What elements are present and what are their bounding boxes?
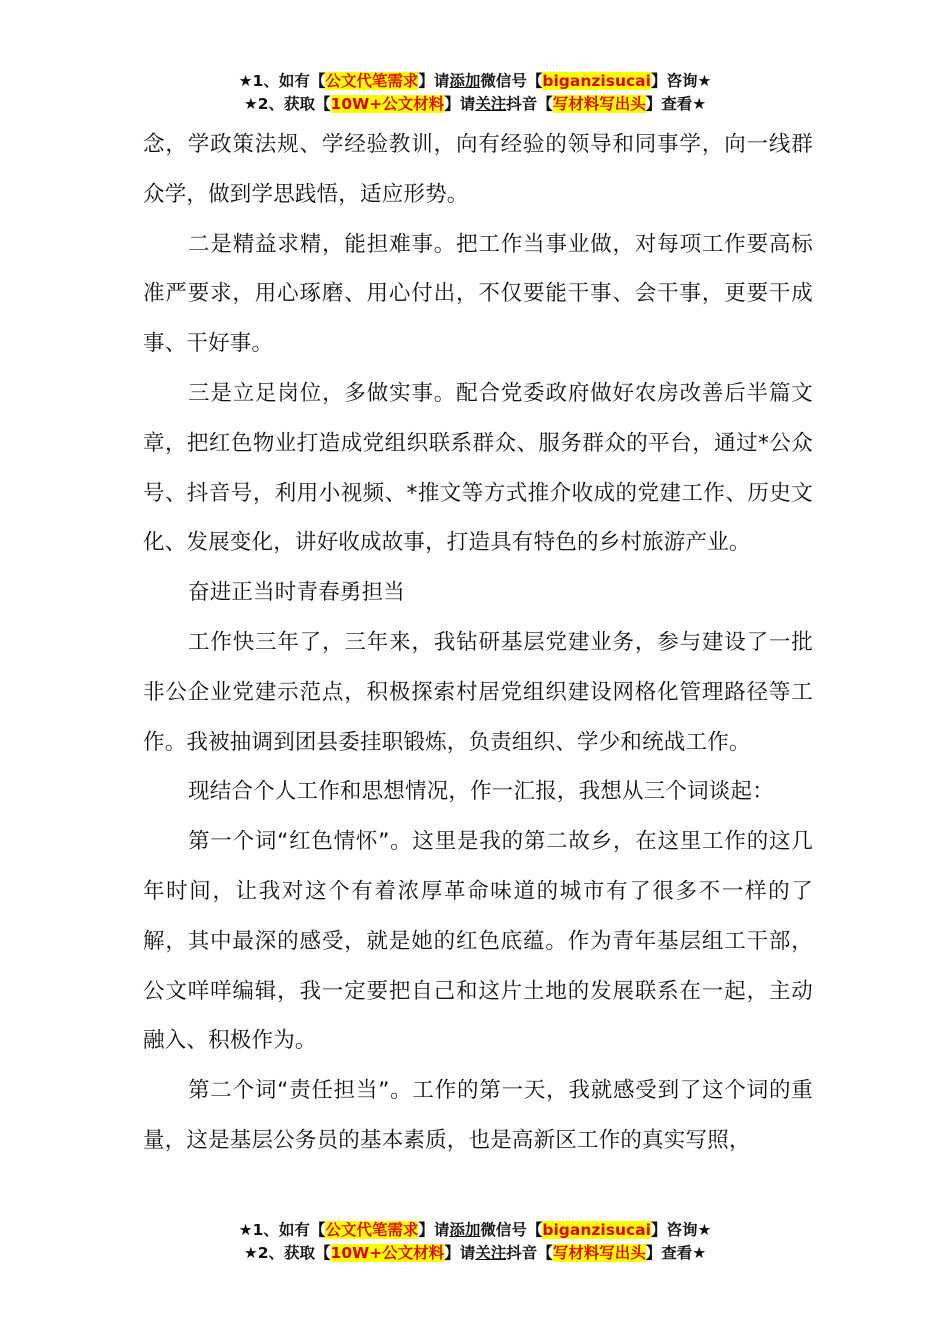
highlight-materials: 10W+公文材料 (330, 1244, 445, 1262)
banner-text: ★1、如有【 (238, 72, 326, 90)
banner-emphasis: 关注 (475, 95, 507, 113)
banner-text: ★2、获取【 (243, 1244, 331, 1262)
banner-text: 抖音【 (506, 95, 553, 113)
banner-text: 】咨询★ (650, 72, 712, 90)
banner-text: 】咨询★ (650, 1221, 712, 1239)
header-banner (0, 70, 950, 116)
banner-text: 】请 (444, 1244, 476, 1262)
banner-text: 微信号【 (480, 1221, 543, 1239)
banner-text: 微信号【 (480, 72, 543, 90)
highlight-wechat-id: biganzisucai (542, 1221, 651, 1239)
footer-banner (0, 1219, 950, 1265)
paragraph: 第二个词“责任担当”。工作的第一天，我就感受到了这个词的重量，这是基层公务员的基本素质，也是高新区工作的真实写照， (143, 1078, 813, 1153)
paragraph: 念，学政策法规、学经验教训，向有经验的领导和同事学，向一线群众学，做到学思践悟，适应形势。 (143, 132, 813, 207)
paragraph: 第一个词“红色情怀”。这里是我的第二故乡，在这里工作的这几年时间，让我对这个有着浓厚革命味道的城市有了很多不一样的了解，其中最深的感受，就是她的红色底蕴。作为青年基层组工干部，公文咩咩编辑，我一定要把自己和这片土地的发展联系在一起，主动融入、积极作为。 (143, 829, 813, 1054)
banner-text: 】请 (418, 72, 450, 90)
document-body (143, 120, 813, 1166)
banner-emphasis: 添加 (449, 1221, 481, 1239)
highlight-service: 公文代笔需求 (325, 1221, 419, 1239)
banner-text: 抖音【 (506, 1244, 553, 1262)
banner-line-2 (0, 93, 950, 116)
banner-line-2 (0, 1242, 950, 1265)
highlight-wechat-id: biganzisucai (542, 72, 651, 90)
banner-text: ★2、获取【 (243, 95, 331, 113)
section-heading: 奋进正当时青春勇担当 (188, 580, 406, 606)
highlight-douyin-id: 写材料写出头 (552, 1244, 646, 1262)
paragraph: 三是立足岗位，多做实事。配合党委政府做好农房改善后半篇文章，把红色物业打造成党组织联系群众、服务群众的平台，通过*公众号、抖音号，利用小视频、*推文等方式推介收成的党建工作、历史文化、发展变化，讲好收成故事，打造具有特色的乡村旅游产业。 (143, 380, 813, 556)
banner-text: 】查看★ (645, 95, 707, 113)
banner-line-1 (0, 70, 950, 93)
banner-text: 】查看★ (645, 1244, 707, 1262)
banner-text: 】请 (418, 1221, 450, 1239)
paragraph: 现结合个人工作和思想情况，作一汇报，我想从三个词谈起： (188, 779, 774, 805)
banner-emphasis: 添加 (449, 72, 481, 90)
highlight-materials: 10W+公文材料 (330, 95, 445, 113)
paragraph: 工作快三年了，三年来，我钻研基层党建业务，参与建设了一批非公企业党建示范点，积极探索村居党组织建设网格化管理路径等工作。我被抽调到团县委挂职锻炼，负责组织、学少和统战工作。 (143, 629, 813, 755)
paragraph: 二是精益求精，能担难事。把工作当事业做，对每项工作要高标准严要求，用心琢磨、用心付出，不仅要能干事、会干事，更要干成事、干好事。 (143, 231, 813, 357)
banner-text: 】请 (444, 95, 476, 113)
banner-emphasis: 关注 (475, 1244, 507, 1262)
highlight-douyin-id: 写材料写出头 (552, 95, 646, 113)
highlight-service: 公文代笔需求 (325, 72, 419, 90)
banner-text: ★1、如有【 (238, 1221, 326, 1239)
banner-line-1 (0, 1219, 950, 1242)
